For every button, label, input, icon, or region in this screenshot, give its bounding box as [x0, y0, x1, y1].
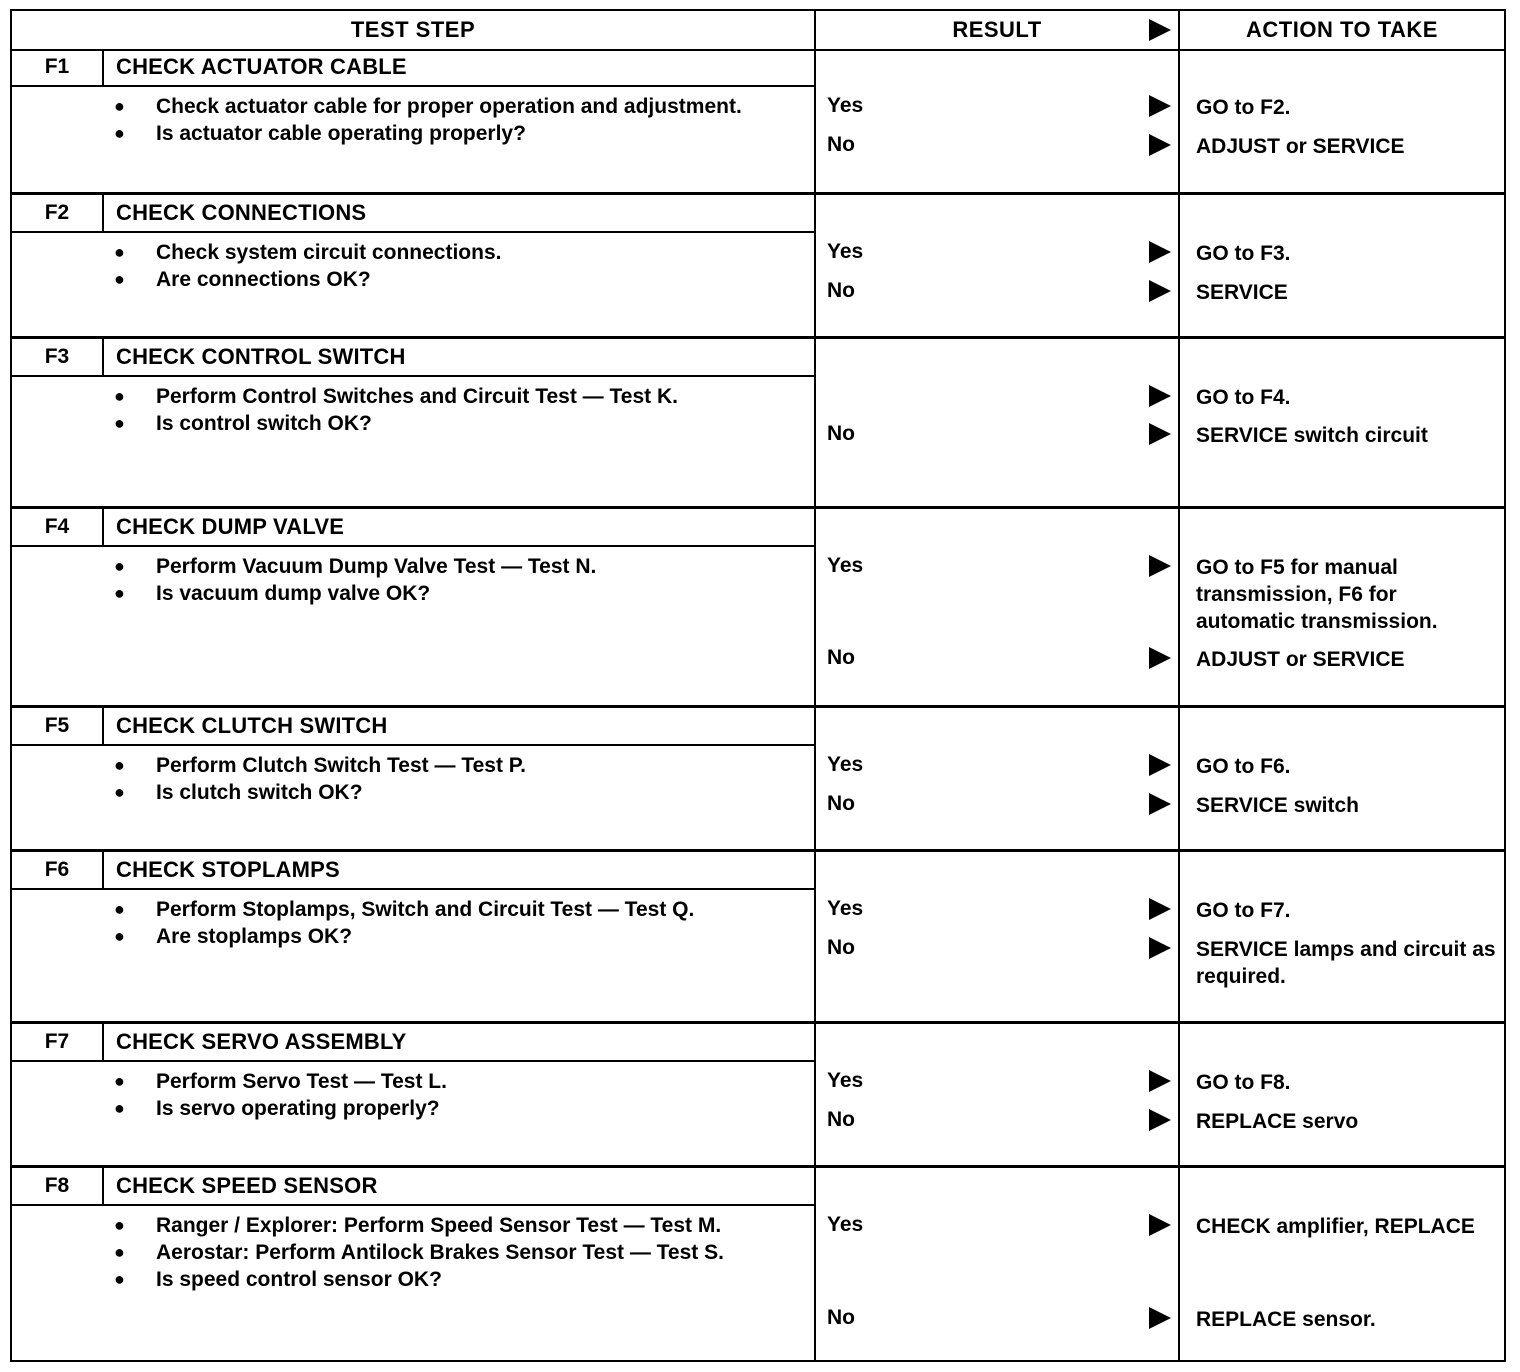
action-text: GO to F5 for manual transmission, F6 for automatic transmission.	[1196, 556, 1438, 633]
step-title: CHECK CONTROL SWITCH	[116, 344, 406, 369]
header-result: RESULT	[816, 11, 1178, 51]
step-instructions	[112, 1212, 802, 1293]
result-yes: Yes	[827, 897, 864, 920]
step-instructions	[112, 752, 802, 806]
action-text: CHECK amplifier, REPLACE	[1196, 1215, 1475, 1238]
step-row-f4	[12, 506, 1504, 705]
step-title-underline	[12, 888, 814, 890]
step-title: CHECK ACTUATOR CABLE	[116, 54, 407, 79]
step-instruction: ● Aerostar: Perform Antilock Brakes Sensor Test — Test S.	[112, 1239, 802, 1266]
arrow-right-icon	[1149, 385, 1171, 407]
action-text: ADJUST or SERVICE	[1196, 135, 1405, 158]
arrow-right-icon	[1149, 754, 1171, 776]
step-id: F2	[44, 201, 70, 224]
result-no: No	[827, 279, 855, 302]
arrow-right-icon	[1149, 555, 1171, 577]
step-id-divider	[102, 49, 104, 87]
step-instruction: ● Is servo operating properly?	[112, 1095, 802, 1122]
step-instructions	[112, 1068, 802, 1122]
arrow-right-icon	[1149, 95, 1171, 117]
step-title: CHECK SERVO ASSEMBLY	[116, 1029, 407, 1054]
step-title-underline	[12, 1204, 814, 1206]
result-yes: Yes	[827, 240, 864, 263]
step-row-f7	[12, 1021, 1504, 1165]
action-text: ADJUST or SERVICE	[1196, 648, 1405, 671]
arrow-right-icon	[1149, 241, 1171, 263]
arrow-right-icon	[1149, 423, 1171, 445]
step-id: F4	[44, 515, 70, 538]
step-instructions	[112, 383, 802, 437]
arrow-right-icon	[1149, 898, 1171, 920]
result-yes: Yes	[827, 753, 864, 776]
result-yes: Yes	[827, 1213, 864, 1236]
action-text: REPLACE sensor.	[1196, 1308, 1376, 1331]
result-yes: Yes	[827, 554, 864, 577]
step-instruction: ● Perform Control Switches and Circuit Test — Test K.	[112, 383, 802, 410]
step-instruction: ● Perform Stoplamps, Switch and Circuit Test — Test Q.	[112, 896, 802, 923]
step-id-divider	[102, 195, 104, 233]
action-text: REPLACE servo	[1196, 1110, 1359, 1133]
step-row-f3	[12, 336, 1504, 506]
column-divider-action	[1178, 11, 1180, 1360]
step-instruction: ● Ranger / Explorer: Perform Speed Sensor Test — Test M.	[112, 1212, 802, 1239]
step-title: CHECK DUMP VALVE	[116, 514, 345, 539]
step-title: CHECK STOPLAMPS	[116, 857, 340, 882]
action-text: SERVICE switch	[1196, 794, 1359, 817]
arrow-right-icon	[1149, 1070, 1171, 1092]
action-text: GO to F2.	[1196, 96, 1291, 119]
step-id-divider	[102, 708, 104, 746]
step-instruction: ● Check actuator cable for proper operation and adjustment.	[112, 93, 802, 120]
step-id: F1	[44, 55, 70, 78]
result-no: No	[827, 1108, 855, 1131]
step-instructions	[112, 553, 802, 607]
step-title: CHECK SPEED SENSOR	[116, 1173, 378, 1198]
header-test-step: TEST STEP	[12, 11, 814, 51]
step-title-underline	[12, 375, 814, 377]
step-title-underline	[12, 1060, 814, 1062]
header-arrow-icon	[1149, 19, 1171, 41]
result-yes: Yes	[827, 1069, 864, 1092]
arrow-right-icon	[1149, 793, 1171, 815]
step-instruction: ● Check system circuit connections.	[112, 239, 802, 266]
result-no: No	[827, 936, 855, 959]
action-text: SERVICE	[1196, 281, 1288, 304]
result-no: No	[827, 133, 855, 156]
step-instruction: ● Are stoplamps OK?	[112, 923, 802, 950]
step-instruction: ● Is vacuum dump valve OK?	[112, 580, 802, 607]
step-id: F6	[44, 858, 70, 881]
step-instruction: ● Is clutch switch OK?	[112, 779, 802, 806]
column-divider-result	[814, 11, 816, 1360]
result-no: No	[827, 792, 855, 815]
result-yes: Yes	[827, 94, 864, 117]
step-title-underline	[12, 545, 814, 547]
step-instruction: ● Perform Servo Test — Test L.	[112, 1068, 802, 1095]
step-instructions	[112, 93, 802, 147]
step-row-f8	[12, 1165, 1504, 1360]
step-id: F3	[44, 345, 70, 368]
step-title-underline	[12, 85, 814, 87]
arrow-right-icon	[1149, 1214, 1171, 1236]
step-row-f6	[12, 849, 1504, 1021]
test-procedure-table	[10, 9, 1506, 1362]
action-text: GO to F8.	[1196, 1071, 1291, 1094]
header-action: ACTION TO TAKE	[1180, 11, 1504, 51]
step-row-f5	[12, 705, 1504, 849]
arrow-right-icon	[1149, 1109, 1171, 1131]
step-id-divider	[102, 1024, 104, 1062]
step-id-divider	[102, 509, 104, 547]
action-text: SERVICE lamps and circuit as required.	[1196, 938, 1496, 988]
result-no: No	[827, 646, 855, 669]
arrow-right-icon	[1149, 1307, 1171, 1329]
step-instruction: ● Is control switch OK?	[112, 410, 802, 437]
action-text: SERVICE switch circuit	[1196, 424, 1428, 447]
arrow-right-icon	[1149, 937, 1171, 959]
result-no: No	[827, 422, 855, 445]
result-no: No	[827, 1306, 855, 1329]
step-title: CHECK CLUTCH SWITCH	[116, 713, 388, 738]
arrow-right-icon	[1149, 647, 1171, 669]
step-id: F8	[44, 1174, 70, 1197]
step-id: F7	[44, 1030, 70, 1053]
step-row-f2	[12, 192, 1504, 336]
step-id-divider	[102, 852, 104, 890]
step-title-underline	[12, 231, 814, 233]
action-text: GO to F7.	[1196, 899, 1291, 922]
step-instruction: ● Perform Clutch Switch Test — Test P.	[112, 752, 802, 779]
step-instruction: ● Is speed control sensor OK?	[112, 1266, 802, 1293]
arrow-right-icon	[1149, 280, 1171, 302]
step-instruction: ● Are connections OK?	[112, 266, 802, 293]
action-text: GO to F6.	[1196, 755, 1291, 778]
action-text: GO to F4.	[1196, 386, 1291, 409]
step-id-divider	[102, 1168, 104, 1206]
step-id-divider	[102, 339, 104, 377]
step-title: CHECK CONNECTIONS	[116, 200, 367, 225]
arrow-right-icon	[1149, 134, 1171, 156]
step-title-underline	[12, 744, 814, 746]
step-instruction: ● Is actuator cable operating properly?	[112, 120, 802, 147]
action-text: GO to F3.	[1196, 242, 1291, 265]
step-instructions	[112, 896, 802, 950]
step-instructions	[112, 239, 802, 293]
step-row-f1	[12, 49, 1504, 192]
step-instruction: ● Perform Vacuum Dump Valve Test — Test N.	[112, 553, 802, 580]
step-id: F5	[44, 714, 70, 737]
